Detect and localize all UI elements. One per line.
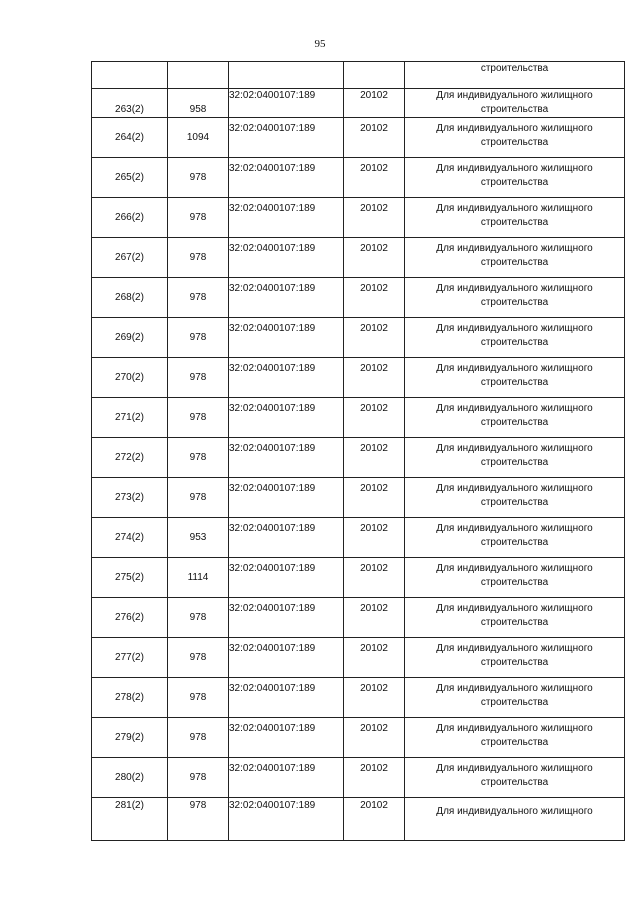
cell-code: 20102	[344, 558, 405, 598]
purpose-line-2: строительства	[480, 104, 549, 115]
cell-cadastral: 32:02:0400107:189	[229, 718, 344, 758]
table-row	[92, 638, 625, 678]
cell-cadastral: 32:02:0400107:189	[229, 518, 344, 558]
cell-number	[92, 62, 168, 89]
purpose-line-2: строительства	[480, 417, 549, 428]
cell-code: 20102	[344, 598, 405, 638]
cell-code: 20102	[344, 318, 405, 358]
page-number: 95	[314, 38, 326, 50]
purpose-line-1: Для индивидуального жилищного	[436, 203, 593, 214]
purpose-line-2: строительства	[480, 537, 549, 548]
cell-code: 20102	[344, 638, 405, 678]
cell-number: 267(2)	[92, 238, 168, 278]
cell-area: 978	[168, 158, 229, 198]
table-row	[92, 798, 625, 841]
cell-cadastral: 32:02:0400107:189	[229, 598, 344, 638]
cell-area: 1114	[168, 558, 229, 598]
cell-number: 281(2)	[92, 798, 168, 841]
purpose-line-1: Для индивидуального жилищного	[436, 603, 593, 614]
cell-purpose	[405, 278, 625, 318]
purpose-line-1: Для индивидуального жилищного	[436, 90, 593, 101]
cell-area: 978	[168, 478, 229, 518]
continuation-row	[92, 62, 625, 89]
cell-area: 978	[168, 278, 229, 318]
cell-area: 978	[168, 318, 229, 358]
purpose-line-2: строительства	[480, 497, 549, 508]
table-row	[92, 718, 625, 758]
cell-purpose: строительства	[405, 62, 625, 89]
purpose-line-2: строительства	[480, 657, 549, 668]
cell-purpose	[405, 518, 625, 558]
cell-number: 273(2)	[92, 478, 168, 518]
table-row	[92, 478, 625, 518]
cell-cadastral: 32:02:0400107:189	[229, 89, 344, 118]
cell-area: 978	[168, 198, 229, 238]
cell-cadastral: 32:02:0400107:189	[229, 158, 344, 198]
purpose-line-2: строительства	[480, 577, 549, 588]
cell-purpose	[405, 798, 625, 841]
purpose-line-1: Для индивидуального жилищного	[436, 806, 593, 817]
cell-area: 978	[168, 238, 229, 278]
cell-purpose	[405, 558, 625, 598]
purpose-line-1: Для индивидуального жилищного	[436, 123, 593, 134]
cell-cadastral: 32:02:0400107:189	[229, 398, 344, 438]
cell-area: 978	[168, 718, 229, 758]
purpose-line-2: строительства	[480, 137, 549, 148]
cell-purpose	[405, 238, 625, 278]
table-row	[92, 438, 625, 478]
cell-code: 20102	[344, 518, 405, 558]
purpose-line-1: Для индивидуального жилищного	[436, 643, 593, 654]
purpose-line-2: строительства	[480, 457, 549, 468]
table-row	[92, 758, 625, 798]
cell-cadastral: 32:02:0400107:189	[229, 118, 344, 158]
cell-code: 20102	[344, 398, 405, 438]
cell-purpose	[405, 678, 625, 718]
cell-purpose	[405, 89, 625, 118]
purpose-line-1: Для индивидуального жилищного	[436, 563, 593, 574]
purpose-line-2: строительства	[480, 337, 549, 348]
cell-code: 20102	[344, 278, 405, 318]
parcel-table	[91, 61, 625, 841]
cell-cadastral: 32:02:0400107:189	[229, 198, 344, 238]
cell-number: 264(2)	[92, 118, 168, 158]
purpose-line-2: строительства	[480, 377, 549, 388]
purpose-line-1: Для индивидуального жилищного	[436, 163, 593, 174]
purpose-line-2: строительства	[480, 697, 549, 708]
purpose-line-2: строительства	[480, 617, 549, 628]
cell-number: 277(2)	[92, 638, 168, 678]
cell-number: 280(2)	[92, 758, 168, 798]
purpose-line-1: Для индивидуального жилищного	[436, 483, 593, 494]
table-row	[92, 678, 625, 718]
cell-number: 270(2)	[92, 358, 168, 398]
cell-purpose	[405, 358, 625, 398]
cell-number: 279(2)	[92, 718, 168, 758]
cell-code: 20102	[344, 238, 405, 278]
cell-code	[344, 62, 405, 89]
purpose-line-1: Для индивидуального жилищного	[436, 243, 593, 254]
table-row	[92, 558, 625, 598]
cell-code: 20102	[344, 358, 405, 398]
cell-code: 20102	[344, 118, 405, 158]
cell-purpose	[405, 118, 625, 158]
cell-number: 263(2)	[92, 89, 168, 118]
table-row	[92, 518, 625, 558]
cell-cadastral	[229, 62, 344, 89]
cell-area: 978	[168, 438, 229, 478]
cell-area: 978	[168, 598, 229, 638]
cell-area: 978	[168, 758, 229, 798]
cell-code: 20102	[344, 438, 405, 478]
table-row	[92, 278, 625, 318]
table-row	[92, 89, 625, 118]
table-row	[92, 238, 625, 278]
cell-code: 20102	[344, 678, 405, 718]
cell-purpose	[405, 758, 625, 798]
purpose-line-1: Для индивидуального жилищного	[436, 283, 593, 294]
cell-purpose	[405, 478, 625, 518]
cell-code: 20102	[344, 798, 405, 841]
purpose-line-2: строительства	[480, 177, 549, 188]
cell-number: 271(2)	[92, 398, 168, 438]
cell-code: 20102	[344, 158, 405, 198]
parcel-table-body	[92, 62, 625, 841]
cell-area: 978	[168, 678, 229, 718]
cell-number: 268(2)	[92, 278, 168, 318]
cell-number: 274(2)	[92, 518, 168, 558]
cell-code: 20102	[344, 758, 405, 798]
cell-code: 20102	[344, 198, 405, 238]
cell-number: 278(2)	[92, 678, 168, 718]
purpose-line-2: строительства	[480, 737, 549, 748]
cell-area	[168, 62, 229, 89]
cell-purpose	[405, 198, 625, 238]
cell-cadastral: 32:02:0400107:189	[229, 758, 344, 798]
cell-number: 266(2)	[92, 198, 168, 238]
cell-area: 978	[168, 798, 229, 841]
purpose-line-1: Для индивидуального жилищного	[436, 683, 593, 694]
cell-area: 958	[168, 89, 229, 118]
purpose-line-1: Для индивидуального жилищного	[436, 323, 593, 334]
cell-cadastral: 32:02:0400107:189	[229, 638, 344, 678]
cell-cadastral: 32:02:0400107:189	[229, 238, 344, 278]
purpose-line-1: Для индивидуального жилищного	[436, 723, 593, 734]
purpose-line-2: строительства	[480, 257, 549, 268]
table-row	[92, 398, 625, 438]
purpose-line-2: строительства	[480, 297, 549, 308]
cell-cadastral: 32:02:0400107:189	[229, 678, 344, 718]
cell-cadastral: 32:02:0400107:189	[229, 558, 344, 598]
cell-number: 272(2)	[92, 438, 168, 478]
table-row	[92, 318, 625, 358]
purpose-line-1: Для индивидуального жилищного	[436, 403, 593, 414]
cell-area: 1094	[168, 118, 229, 158]
cell-code: 20102	[344, 478, 405, 518]
cell-cadastral: 32:02:0400107:189	[229, 438, 344, 478]
table-row	[92, 198, 625, 238]
cell-cadastral: 32:02:0400107:189	[229, 358, 344, 398]
purpose-line-1: Для индивидуального жилищного	[436, 443, 593, 454]
cell-purpose	[405, 158, 625, 198]
purpose-line-1: Для индивидуального жилищного	[436, 763, 593, 774]
purpose-line-2: строительства	[480, 777, 549, 788]
cell-purpose	[405, 638, 625, 678]
cell-purpose	[405, 598, 625, 638]
cell-purpose	[405, 438, 625, 478]
cell-purpose	[405, 318, 625, 358]
cell-number: 276(2)	[92, 598, 168, 638]
cell-code: 20102	[344, 718, 405, 758]
cell-cadastral: 32:02:0400107:189	[229, 278, 344, 318]
cell-number: 269(2)	[92, 318, 168, 358]
cell-purpose	[405, 398, 625, 438]
purpose-line-1: Для индивидуального жилищного	[436, 363, 593, 374]
purpose-line-2: строительства	[480, 217, 549, 228]
cell-number: 265(2)	[92, 158, 168, 198]
cell-number: 275(2)	[92, 558, 168, 598]
cell-cadastral: 32:02:0400107:189	[229, 478, 344, 518]
cell-purpose	[405, 718, 625, 758]
table-row	[92, 358, 625, 398]
table-row	[92, 598, 625, 638]
table-row	[92, 118, 625, 158]
cell-area: 978	[168, 358, 229, 398]
table-row	[92, 158, 625, 198]
purpose-line-1: Для индивидуального жилищного	[436, 523, 593, 534]
cell-area: 978	[168, 638, 229, 678]
cell-area: 953	[168, 518, 229, 558]
cell-area: 978	[168, 398, 229, 438]
cell-cadastral: 32:02:0400107:189	[229, 798, 344, 841]
cell-code: 20102	[344, 89, 405, 118]
cell-cadastral: 32:02:0400107:189	[229, 318, 344, 358]
